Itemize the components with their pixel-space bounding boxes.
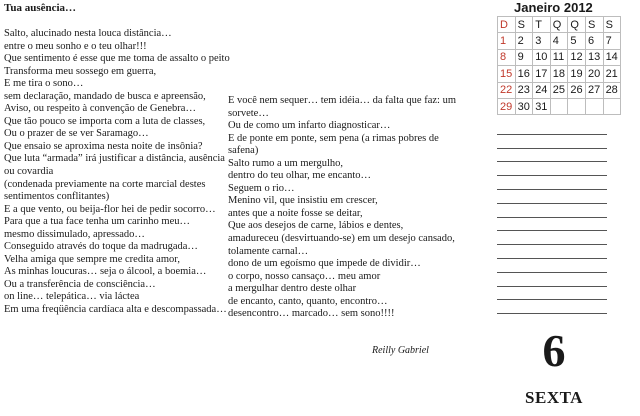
poem-line: Ou a transferência de consciência… bbox=[4, 278, 156, 290]
calendar-day: 3 bbox=[533, 33, 551, 49]
calendar-week-row bbox=[498, 66, 621, 82]
weekday-label: T bbox=[533, 17, 551, 33]
note-line bbox=[497, 273, 607, 287]
poem-line: Conseguido através do toque da madrugada… bbox=[4, 241, 198, 253]
calendar-day: 11 bbox=[550, 49, 568, 65]
poem-line: sem declaração, mandado de busca e apreensão, bbox=[4, 90, 206, 102]
calendar-day: 31 bbox=[533, 98, 551, 114]
calendar-week-row bbox=[498, 98, 621, 114]
weekday-label: S bbox=[515, 17, 533, 33]
note-line bbox=[497, 149, 607, 163]
note-line bbox=[497, 190, 607, 204]
poem-line: dono de um egoísmo que impede de dividir… bbox=[228, 258, 421, 270]
calendar-week-row bbox=[498, 33, 621, 49]
poem-line: tolamente carnal… bbox=[228, 245, 309, 257]
calendar-day: 20 bbox=[585, 66, 603, 82]
poem-line: Que aos desejos de carne, lábios e dentes, bbox=[228, 220, 404, 232]
note-line bbox=[497, 218, 607, 232]
calendar-day bbox=[603, 98, 621, 114]
calendar-weekday-row bbox=[498, 17, 621, 33]
calendar-day: 9 bbox=[515, 49, 533, 65]
poem-line: E me tira o sono… bbox=[4, 78, 84, 90]
poem-line: E a que vento, ou beija-flor hei de pedir socorro… bbox=[4, 203, 216, 215]
calendar-day: 2 bbox=[515, 33, 533, 49]
poem-line: o corpo, nosso cansaço… meu amor bbox=[228, 270, 381, 282]
calendar-day: 22 bbox=[498, 82, 516, 98]
calendar-day: 7 bbox=[603, 33, 621, 49]
poem-line: (condenada previamente na corte marcial destes sentimentos conflitantes) bbox=[4, 178, 206, 203]
note-line bbox=[497, 259, 607, 273]
calendar-day: 14 bbox=[603, 49, 621, 65]
note-line bbox=[497, 245, 607, 259]
poem-line: a mergulhar dentro deste olhar bbox=[228, 283, 357, 295]
calendar-day: 12 bbox=[568, 49, 586, 65]
calendar-day bbox=[585, 98, 603, 114]
poem-line: Que ensaio se aproxima nesta noite de insônia? bbox=[4, 140, 203, 152]
note-line bbox=[497, 300, 607, 314]
calendar-day bbox=[550, 98, 568, 114]
poem-line: E você nem sequer… tem idéia… da falta que faz: um sorvete… bbox=[228, 95, 456, 119]
calendar-day: 17 bbox=[533, 66, 551, 82]
poem-line: on line… telepática… via láctea bbox=[4, 291, 140, 303]
poem-line: Seguem o rio… bbox=[228, 182, 295, 194]
poem-line: dentro do teu olhar, me encanto… bbox=[228, 170, 372, 182]
poem-line: Salto rumo a um mergulho, bbox=[228, 157, 344, 169]
poem-line: As minhas loucuras… seja o álcool, a boemia… bbox=[4, 266, 207, 278]
poem-line: Que sentimento é esse que me toma de assalto o peito bbox=[4, 53, 230, 65]
poem-line: Menino vil, que insistiu em crescer, bbox=[228, 195, 378, 207]
poem-line: Em uma freqüência cardíaca alta e descompassada… bbox=[4, 304, 227, 316]
poem-line: mesmo dissimulado, apressado… bbox=[4, 228, 145, 240]
calendar-day: 21 bbox=[603, 66, 621, 82]
poem-line: Transforma meu sossego em guerra, bbox=[4, 65, 157, 77]
calendar-day: 13 bbox=[585, 49, 603, 65]
calendar-day: 29 bbox=[498, 98, 516, 114]
poem-line: Que tão pouco se importa com a luta de classes, bbox=[4, 115, 206, 127]
poem-line: Salto, alucinado nesta louca distância… bbox=[4, 28, 172, 39]
calendar-day: 25 bbox=[550, 82, 568, 98]
note-line bbox=[497, 176, 607, 190]
note-line bbox=[497, 135, 607, 149]
poem-column-left bbox=[4, 28, 232, 317]
calendar-day: 27 bbox=[585, 82, 603, 98]
poem-line: entre o meu sonho e o teu olhar!!! bbox=[4, 40, 147, 52]
weekday-label: S bbox=[585, 17, 603, 33]
poem-signature: Reilly Gabriel bbox=[372, 345, 429, 356]
poem-line: desencontro… marcado… sem sono!!!! bbox=[228, 308, 395, 320]
poem-column-right bbox=[228, 95, 464, 321]
calendar-day: 28 bbox=[603, 82, 621, 98]
weekday-label: Q bbox=[550, 17, 568, 33]
poem-line: Ou o prazer de se ver Saramago… bbox=[4, 128, 149, 140]
calendar-day: 10 bbox=[533, 49, 551, 65]
poem-line: Velha amiga que sempre me credita amor, bbox=[4, 253, 180, 265]
poem-line: Para que a tua face tenha um carinho meu… bbox=[4, 216, 191, 228]
note-line bbox=[497, 204, 607, 218]
weekday-label: D bbox=[498, 17, 516, 33]
calendar-day: 15 bbox=[498, 66, 516, 82]
calendar-day: 30 bbox=[515, 98, 533, 114]
calendar-day: 19 bbox=[568, 66, 586, 82]
poem-line: amadureceu (desvirtuando-se) em um desejo cansado, bbox=[228, 233, 455, 245]
calendar-day: 8 bbox=[498, 49, 516, 65]
calendar-grid bbox=[497, 16, 621, 115]
note-line bbox=[497, 231, 607, 245]
calendar-day: 26 bbox=[568, 82, 586, 98]
note-line bbox=[497, 287, 607, 301]
note-line bbox=[497, 121, 607, 135]
calendar-day: 4 bbox=[550, 33, 568, 49]
calendar-week-row bbox=[498, 49, 621, 65]
day-of-week: SEXTA bbox=[525, 388, 583, 407]
note-line bbox=[497, 162, 607, 176]
calendar-day: 16 bbox=[515, 66, 533, 82]
notes-lines bbox=[497, 121, 607, 314]
poem-line: Aviso, ou respeito à convenção de Genebra… bbox=[4, 103, 196, 115]
calendar-day: 18 bbox=[550, 66, 568, 82]
calendar-day: 1 bbox=[498, 33, 516, 49]
weekday-label: S bbox=[603, 17, 621, 33]
calendar-week-row bbox=[498, 82, 621, 98]
calendar-day: 6 bbox=[585, 33, 603, 49]
poem-line: E de ponte em ponte, sem pena (a rimas pobres de safena) bbox=[228, 132, 439, 157]
calendar-title: Janeiro 2012 bbox=[514, 0, 593, 15]
poem-line: antes que a noite fosse se deitar, bbox=[228, 207, 363, 219]
calendar-day: 5 bbox=[568, 33, 586, 49]
day-number: 6 bbox=[542, 325, 566, 376]
calendar-day: 24 bbox=[533, 82, 551, 98]
calendar-day bbox=[568, 98, 586, 114]
weekday-label: Q bbox=[568, 17, 586, 33]
calendar-day: 23 bbox=[515, 82, 533, 98]
poem-line: de encanto, canto, quanto, encontro… bbox=[228, 295, 388, 307]
poem-line: Ou de como um infarto diagnosticar… bbox=[228, 120, 391, 132]
poem-title: Tua ausência… bbox=[4, 2, 77, 14]
poem-line: Que luta “armada” irá justificar a distância, ausência ou covardia bbox=[4, 153, 225, 178]
